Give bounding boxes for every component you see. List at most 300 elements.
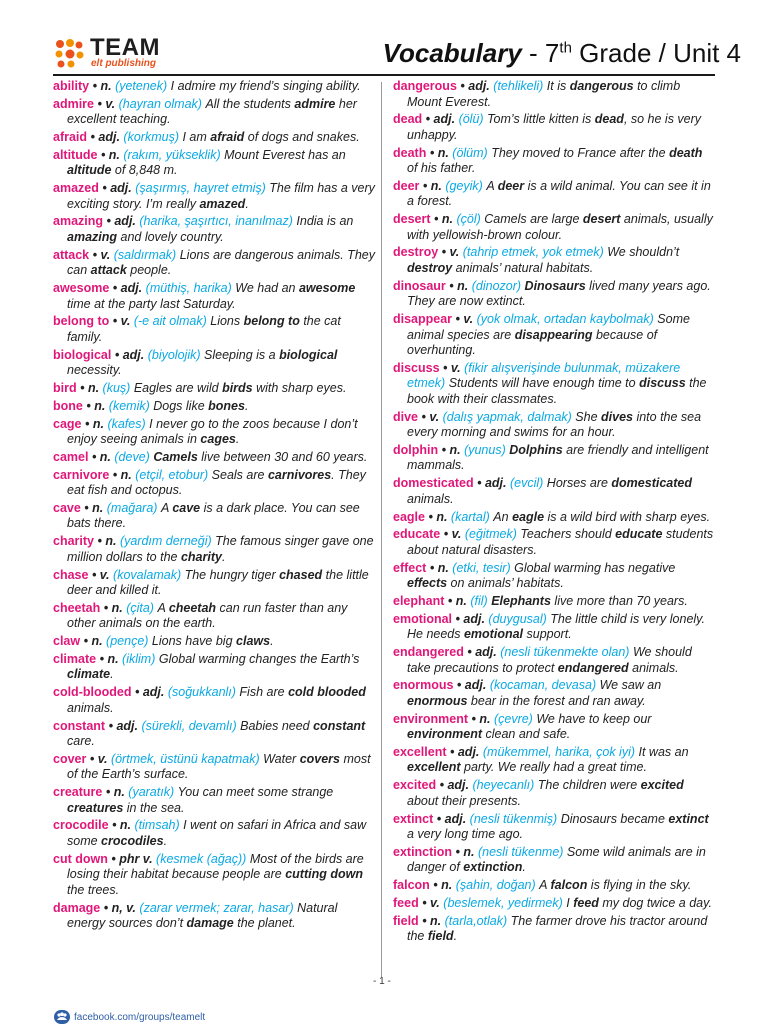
part-of-speech: adj. bbox=[433, 112, 456, 127]
translation: (örtmek, üstünü kapatmak) bbox=[110, 751, 260, 766]
vocab-entry bbox=[393, 146, 715, 177]
bullet-icon: • bbox=[422, 913, 431, 928]
example-text: . bbox=[270, 634, 274, 649]
example-text: bear in the forest and ran away. bbox=[467, 693, 646, 708]
example-text: party. We really had a great time. bbox=[460, 760, 647, 775]
translation: (tehlikeli) bbox=[493, 79, 544, 93]
bullet-icon: • bbox=[443, 360, 451, 375]
bullet-icon: • bbox=[455, 611, 464, 626]
example-text: I admire my friend’s singing ability. bbox=[170, 79, 361, 93]
example-text: in the sea. bbox=[123, 800, 185, 815]
headword: effect bbox=[393, 560, 427, 575]
example-text: Fish are bbox=[239, 685, 289, 700]
vocab-entry bbox=[53, 752, 375, 783]
example-text: The little child is very lonely. He needs bbox=[407, 611, 705, 642]
example-text: into the sea every morning and swims for an hour. bbox=[407, 409, 702, 440]
translation: (korkmuş) bbox=[123, 130, 179, 145]
title-rest: Grade / Unit 4 bbox=[571, 38, 741, 68]
example-text: animals. bbox=[628, 660, 679, 675]
example-keyword: deer bbox=[497, 178, 525, 193]
example-text: Dogs like bbox=[153, 398, 209, 413]
example-text: live between 30 and 60 years. bbox=[197, 449, 368, 464]
bullet-icon: • bbox=[97, 96, 106, 111]
example-keyword: amazing bbox=[67, 229, 118, 244]
vocab-entry bbox=[53, 214, 375, 245]
example-text: Some animal species are bbox=[407, 312, 690, 342]
translation: (yunus) bbox=[464, 442, 506, 457]
example-text: We should take precautions to protect bbox=[407, 645, 692, 675]
bullet-icon: • bbox=[83, 634, 92, 649]
page-header bbox=[0, 0, 768, 76]
example-text: I never go to the zoos because I don’t enjoy seeing animals in bbox=[67, 416, 358, 447]
example-keyword: creatures bbox=[67, 800, 124, 815]
example-text: lived many years ago. They are now extinct. bbox=[407, 278, 711, 309]
example-text: Babies need bbox=[240, 718, 314, 733]
vocab-entry bbox=[53, 181, 375, 212]
vocab-entry bbox=[53, 818, 375, 849]
headword: awesome bbox=[53, 281, 110, 296]
bullet-icon: • bbox=[105, 785, 114, 800]
example-text: most of the Earth’s surface. bbox=[67, 751, 371, 782]
translation: (iklim) bbox=[122, 651, 156, 666]
example-text: the planet. bbox=[233, 916, 296, 931]
part-of-speech: adj. bbox=[98, 130, 120, 145]
translation: (kemik) bbox=[108, 398, 150, 413]
vocab-entry bbox=[393, 79, 715, 110]
example-text: animals. bbox=[67, 700, 114, 715]
bullet-icon: • bbox=[134, 685, 143, 700]
example-text: animals, usually with yellowish-brown colour. bbox=[407, 212, 713, 242]
vocab-entry bbox=[53, 568, 375, 599]
headword: ability bbox=[53, 79, 90, 93]
bullet-icon: • bbox=[84, 416, 93, 431]
page-number: - 1 - bbox=[373, 976, 391, 987]
example-sentence bbox=[153, 399, 248, 413]
part-of-speech: adj. bbox=[463, 611, 485, 626]
headword: deer bbox=[393, 178, 420, 193]
headword: biological bbox=[53, 347, 112, 362]
bullet-icon: • bbox=[456, 678, 465, 693]
bullet-icon: • bbox=[447, 593, 456, 608]
translation: (dinozor) bbox=[471, 278, 522, 293]
example-text: Tom’s little kitten is bbox=[487, 112, 595, 127]
part-of-speech: n. bbox=[441, 878, 453, 893]
part-of-speech: adj. bbox=[122, 347, 145, 362]
part-of-speech: n. bbox=[437, 145, 449, 160]
headword: attack bbox=[53, 247, 90, 262]
bullet-icon: • bbox=[460, 79, 469, 93]
bullet-icon: • bbox=[86, 398, 95, 413]
bullet-icon: • bbox=[97, 534, 106, 549]
part-of-speech: n. bbox=[463, 844, 475, 859]
part-of-speech: n. bbox=[457, 278, 469, 293]
example-keyword: chased bbox=[279, 567, 323, 582]
vocab-entry bbox=[53, 450, 375, 466]
translation: (fil) bbox=[470, 593, 488, 608]
vocab-entry bbox=[53, 901, 375, 932]
example-text: . bbox=[244, 398, 249, 413]
vocab-entry bbox=[53, 148, 375, 179]
example-keyword: excellent bbox=[407, 760, 461, 775]
example-text: . bbox=[110, 667, 114, 682]
vocab-entry bbox=[53, 130, 375, 146]
headword: cut down bbox=[53, 851, 108, 866]
example-text: animals’ natural habitats. bbox=[452, 260, 594, 275]
brand-name: TEAM bbox=[90, 34, 160, 61]
headword: domesticated bbox=[393, 476, 474, 491]
bullet-icon: • bbox=[441, 442, 450, 457]
example-text: Most of the birds are losing their habitat because people are bbox=[67, 851, 364, 882]
headword: carnivore bbox=[53, 467, 110, 482]
bullet-icon: • bbox=[436, 811, 445, 826]
translation: (tarla,otlak) bbox=[444, 913, 508, 928]
headword: discuss bbox=[393, 360, 440, 375]
example-text: A bbox=[160, 500, 173, 515]
translation: (yardım derneği) bbox=[119, 534, 212, 549]
example-keyword: covers bbox=[299, 751, 340, 766]
example-keyword: bones bbox=[208, 398, 245, 413]
headword: emotional bbox=[393, 611, 453, 626]
vocab-entry bbox=[393, 510, 715, 526]
headword: dolphin bbox=[393, 442, 439, 457]
part-of-speech: adj. bbox=[484, 476, 507, 491]
translation: (timsah) bbox=[134, 818, 180, 833]
translation: (ölüm) bbox=[452, 145, 488, 160]
bullet-icon: • bbox=[434, 212, 442, 227]
example-text: India is an bbox=[296, 214, 354, 229]
example-text: of 8,848 m. bbox=[111, 163, 178, 178]
vocab-entry bbox=[393, 279, 715, 310]
example-text: A bbox=[486, 178, 498, 193]
example-sentence bbox=[491, 594, 688, 608]
part-of-speech: phr v. bbox=[119, 851, 153, 866]
bullet-icon: • bbox=[421, 409, 430, 424]
translation: (mağara) bbox=[106, 500, 158, 515]
headword: admire bbox=[53, 96, 94, 111]
header-rule bbox=[53, 74, 715, 76]
part-of-speech: n. bbox=[99, 449, 111, 464]
example-text: necessity. bbox=[67, 363, 122, 378]
part-of-speech: adj. bbox=[120, 281, 143, 296]
bullet-icon: • bbox=[91, 567, 100, 582]
bullet-icon: • bbox=[425, 112, 434, 127]
example-keyword: Dinosaurs bbox=[524, 278, 586, 293]
translation: (fikir alışverişinde bulunmak, müzakere etmek) bbox=[407, 360, 681, 391]
example-keyword: death bbox=[669, 145, 703, 160]
part-of-speech: n, v. bbox=[111, 900, 136, 915]
example-keyword: eagle bbox=[512, 509, 545, 524]
translation: (yetenek) bbox=[115, 79, 168, 93]
translation: (evcil) bbox=[509, 476, 544, 491]
part-of-speech: adj. bbox=[457, 744, 480, 759]
bullet-icon: • bbox=[429, 145, 438, 160]
bullet-icon: • bbox=[108, 718, 117, 733]
example-keyword: cutting down bbox=[285, 867, 363, 882]
example-text: Global warming has negative bbox=[514, 560, 676, 575]
example-keyword: afraid bbox=[210, 130, 245, 145]
headword: desert bbox=[393, 212, 431, 227]
translation: (yok olmak, ortadan kaybolmak) bbox=[476, 312, 654, 327]
team-logo bbox=[53, 36, 183, 70]
headword: educate bbox=[393, 527, 441, 542]
vocab-entry bbox=[53, 348, 375, 379]
bullet-icon: • bbox=[455, 312, 464, 327]
example-keyword: cheetah bbox=[168, 600, 217, 615]
example-keyword: endangered bbox=[557, 660, 629, 675]
headword: afraid bbox=[53, 130, 88, 145]
facebook-group-icon bbox=[54, 1010, 70, 1024]
example-sentence bbox=[153, 450, 367, 464]
example-text: animals. bbox=[407, 491, 454, 506]
vocab-entry bbox=[53, 501, 375, 532]
example-keyword: destroy bbox=[407, 260, 453, 275]
translation: (hayran olmak) bbox=[118, 96, 202, 111]
translation: (kocaman, devasa) bbox=[489, 678, 597, 693]
example-text: her excellent teaching. bbox=[67, 96, 357, 127]
example-keyword: crocodiles bbox=[101, 833, 164, 848]
bullet-icon: • bbox=[92, 247, 101, 262]
part-of-speech: n. bbox=[92, 500, 104, 515]
headword: cold-blooded bbox=[53, 685, 132, 700]
translation: (şaşırmış, hayret etmiş) bbox=[135, 181, 266, 196]
example-text: are friendly and intelligent mammals. bbox=[407, 442, 709, 473]
bullet-icon: • bbox=[90, 130, 99, 145]
example-keyword: extinction bbox=[463, 860, 523, 875]
example-keyword: biological bbox=[279, 347, 338, 362]
example-text: the cat family. bbox=[67, 314, 341, 344]
part-of-speech: n. bbox=[430, 913, 442, 928]
headword: amazing bbox=[53, 214, 104, 229]
headword: charity bbox=[53, 534, 94, 549]
example-keyword: charity bbox=[180, 549, 222, 564]
vocab-entry bbox=[393, 778, 715, 809]
translation: (etki, tesir) bbox=[452, 560, 511, 575]
example-text: You can meet some strange bbox=[177, 785, 334, 800]
part-of-speech: n. bbox=[113, 785, 125, 800]
example-text: is a dark place. You can see bats there. bbox=[67, 500, 360, 531]
example-text: We shouldn’t bbox=[607, 245, 680, 260]
part-of-speech: v. bbox=[120, 314, 131, 329]
part-of-speech: n. bbox=[120, 467, 132, 482]
part-of-speech: n. bbox=[92, 416, 104, 431]
example-text: The children were bbox=[537, 778, 641, 793]
example-text: about their presents. bbox=[407, 793, 521, 808]
part-of-speech: n. bbox=[108, 147, 120, 162]
bullet-icon: • bbox=[471, 711, 480, 726]
vocab-entry bbox=[53, 248, 375, 279]
example-keyword: altitude bbox=[67, 163, 112, 178]
example-keyword: falcon bbox=[550, 878, 588, 893]
translation: (müthiş, harika) bbox=[145, 281, 232, 296]
part-of-speech: n. bbox=[105, 534, 117, 549]
title-sep: - 7 bbox=[521, 38, 560, 68]
example-text: care. bbox=[67, 734, 95, 749]
example-text: to climb Mount Everest. bbox=[407, 79, 681, 109]
example-keyword: birds bbox=[222, 380, 253, 395]
example-text: Horses are bbox=[546, 476, 612, 491]
example-text: The hungry tiger bbox=[184, 567, 280, 582]
bullet-icon: • bbox=[111, 851, 120, 866]
example-text: Eagles are wild bbox=[133, 380, 223, 395]
part-of-speech: v. bbox=[451, 527, 462, 542]
vocab-entry bbox=[53, 417, 375, 448]
translation: (kovalamak) bbox=[113, 567, 182, 582]
bullet-icon: • bbox=[114, 347, 123, 362]
vocab-entry bbox=[393, 112, 715, 143]
bullet-icon: • bbox=[455, 844, 464, 859]
headword: bone bbox=[53, 398, 83, 413]
bullet-icon: • bbox=[100, 147, 109, 162]
vocab-entry bbox=[53, 314, 375, 345]
example-text: We saw an bbox=[599, 678, 662, 693]
example-text: because of overhunting. bbox=[407, 327, 658, 358]
headword: cage bbox=[53, 416, 82, 431]
example-keyword: excited bbox=[640, 778, 684, 793]
bullet-icon: • bbox=[422, 178, 431, 193]
example-text: is a wild bird with sharp eyes. bbox=[544, 509, 711, 524]
example-keyword: climate bbox=[67, 667, 111, 682]
vocab-entry bbox=[393, 443, 715, 474]
vocab-entry bbox=[393, 179, 715, 210]
facebook-link[interactable] bbox=[54, 1010, 205, 1024]
vocab-entry bbox=[393, 678, 715, 709]
example-keyword: amazed bbox=[199, 196, 246, 211]
headword: belong to bbox=[53, 314, 110, 329]
brand-subtitle: elt publishing bbox=[91, 58, 156, 69]
vocab-entry bbox=[53, 281, 375, 312]
facebook-link-text[interactable]: facebook.com/groups/teamelt bbox=[74, 1011, 206, 1023]
bullet-icon: • bbox=[439, 778, 448, 793]
example-text: and lovely country. bbox=[117, 229, 224, 244]
example-sentence bbox=[493, 510, 710, 524]
translation: (kuş) bbox=[102, 380, 131, 395]
bullet-icon: • bbox=[422, 895, 431, 910]
headword: crocodile bbox=[53, 818, 109, 833]
translation: (pençe) bbox=[106, 634, 149, 649]
example-text: Camels are large bbox=[484, 212, 583, 227]
example-text: the little deer and killed it. bbox=[67, 567, 369, 598]
translation: (duygusal) bbox=[488, 611, 547, 626]
bullet-icon: • bbox=[112, 281, 121, 296]
translation: (tahrip etmek, yok etmek) bbox=[462, 245, 604, 260]
translation: (rakım, yükseklik) bbox=[123, 147, 221, 162]
headword: dive bbox=[393, 409, 419, 424]
example-text: She bbox=[575, 409, 602, 424]
bullet-icon: • bbox=[112, 467, 121, 482]
headword: enormous bbox=[393, 678, 454, 693]
bullet-icon: • bbox=[477, 476, 485, 491]
headword: elephant bbox=[393, 593, 445, 608]
vocab-entry bbox=[53, 719, 375, 750]
example-sentence bbox=[539, 878, 691, 892]
example-keyword: feed bbox=[573, 895, 599, 910]
headword: bird bbox=[53, 380, 77, 395]
example-text: , so he is very unhappy. bbox=[407, 112, 702, 142]
vocab-entry bbox=[393, 527, 715, 558]
example-text: Mount Everest has an bbox=[224, 147, 346, 162]
part-of-speech: adj. bbox=[447, 778, 469, 793]
headword: excellent bbox=[393, 744, 447, 759]
vocab-entry bbox=[393, 561, 715, 592]
example-keyword: educate bbox=[615, 527, 663, 542]
part-of-speech: n. bbox=[430, 178, 442, 193]
example-text: We had an bbox=[235, 281, 299, 296]
example-keyword: damage bbox=[186, 916, 234, 931]
headword: falcon bbox=[393, 878, 430, 893]
vocab-entry bbox=[393, 645, 715, 676]
bullet-icon: • bbox=[103, 900, 112, 915]
example-text: is flying in the sky. bbox=[587, 878, 692, 893]
example-text: . bbox=[163, 833, 168, 848]
example-keyword: field bbox=[427, 929, 454, 944]
example-keyword: effects bbox=[407, 576, 448, 591]
part-of-speech: adj. bbox=[110, 181, 132, 196]
headword: cheetah bbox=[53, 600, 101, 615]
example-text: . bbox=[453, 929, 458, 944]
bullet-icon: • bbox=[103, 600, 112, 615]
translation: (çöl) bbox=[456, 212, 481, 227]
example-text: Global warming changes the Earth’s bbox=[158, 651, 360, 666]
example-sentence bbox=[152, 634, 274, 648]
example-text: with sharp eyes. bbox=[252, 380, 347, 395]
example-text: Lions are dangerous animals. They can bbox=[67, 247, 375, 278]
vocab-entry bbox=[53, 468, 375, 499]
bullet-icon: • bbox=[429, 560, 438, 575]
part-of-speech: n. bbox=[107, 651, 119, 666]
translation: (biyolojik) bbox=[147, 347, 201, 362]
headword: disappear bbox=[393, 312, 453, 327]
example-text: clean and safe. bbox=[482, 727, 571, 742]
headword: extinct bbox=[393, 811, 434, 826]
part-of-speech: v. bbox=[463, 312, 474, 327]
example-text: the trees. bbox=[67, 882, 120, 897]
headword: dinosaur bbox=[393, 278, 446, 293]
part-of-speech: adj. bbox=[475, 645, 497, 660]
translation: (beslemek, yedirmek) bbox=[443, 895, 563, 910]
translation: (nesli tükenmekte olan) bbox=[500, 645, 630, 660]
example-text: The famous singer gave one million dollars to the bbox=[67, 534, 374, 564]
vocab-entry bbox=[393, 594, 715, 610]
translation: (zarar vermek; zarar, hasar) bbox=[139, 900, 294, 915]
headword: field bbox=[393, 913, 419, 928]
vocab-entry bbox=[53, 399, 375, 415]
example-keyword: carnivores bbox=[267, 467, 332, 482]
example-keyword: desert bbox=[582, 212, 621, 227]
translation: (şahin, doğan) bbox=[455, 878, 536, 893]
vocab-entry bbox=[393, 361, 715, 408]
vocab-entry bbox=[53, 381, 375, 397]
translation: (heyecanlı) bbox=[472, 778, 535, 793]
vocab-entry bbox=[393, 312, 715, 359]
part-of-speech: n. bbox=[441, 212, 453, 227]
bullet-icon: • bbox=[441, 245, 450, 260]
example-text: Teachers should bbox=[520, 527, 616, 542]
translation: (yaratık) bbox=[128, 785, 175, 800]
translation: (soğukkanlı) bbox=[167, 685, 236, 700]
example-text: Water bbox=[263, 751, 300, 766]
example-text: A bbox=[539, 878, 551, 893]
example-keyword: emotional bbox=[463, 627, 524, 642]
example-text: can run faster than any other animals on the earth. bbox=[67, 600, 348, 631]
translation: (kesmek (ağaç)) bbox=[156, 851, 247, 866]
example-text: Seals are bbox=[211, 467, 268, 482]
example-text: on animals’ habitats. bbox=[447, 576, 564, 591]
example-text: They moved to France after the bbox=[491, 145, 670, 160]
vocab-entry bbox=[393, 745, 715, 776]
example-text: . bbox=[245, 196, 249, 211]
headword: constant bbox=[53, 718, 106, 733]
vocab-entry bbox=[393, 896, 715, 912]
